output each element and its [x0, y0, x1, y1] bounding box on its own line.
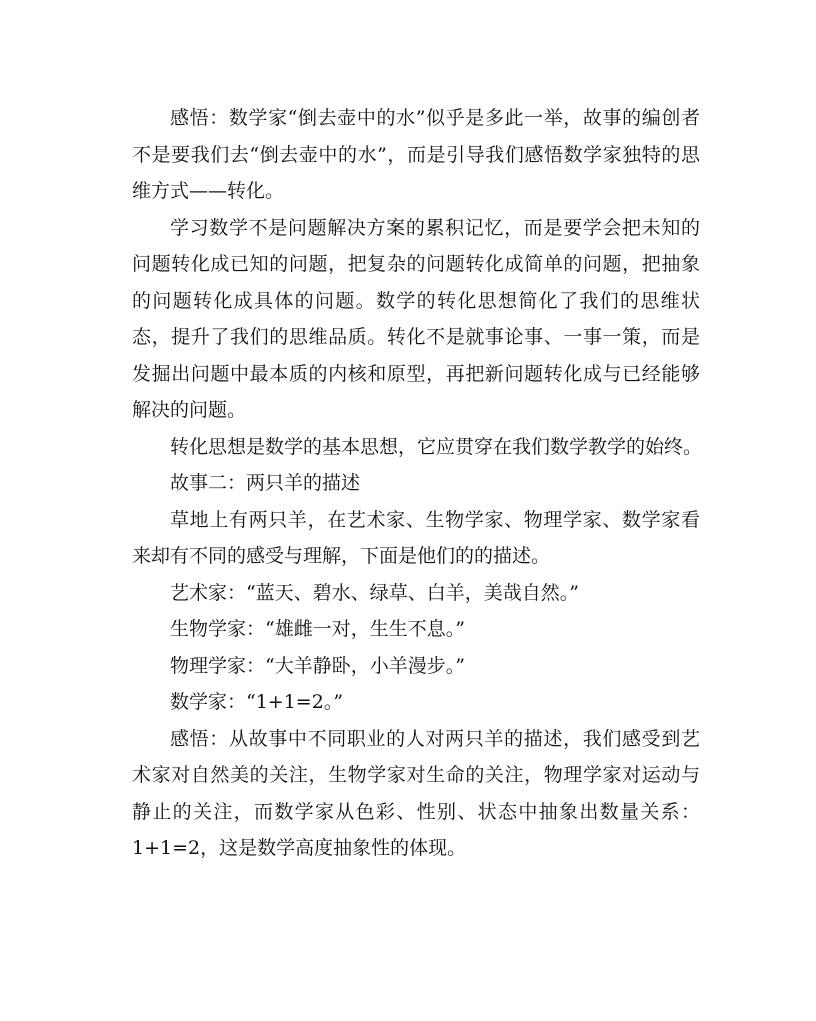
paragraph-two-sheep-intro: 草地上有两只羊，在艺术家、生物学家、物理学家、数学家看来却有不同的感受与理解，下面是他们的的描述。 [132, 508, 700, 567]
story-two-heading: 故事二：两只羊的描述 [170, 472, 361, 494]
paragraph-learning-math: 学习数学不是问题解决方案的累积记忆，而是要学会把未知的问题转化成已知的问题，把复杂的问题转化成简单的问题，把抽象的问题转化成具体的问题。数学的转化思想简化了我们的思维状态，提升了我们的思维品质。转化不是就事论事、一事一策，而是发掘出问题中最本质的内核和原型，再把新问题转化成与已经能够解决的问题。 [132, 216, 700, 421]
quote-biologist: 生物学家：“雄雌一对，生生不息。” [170, 618, 465, 640]
quote-artist: 艺术家：“蓝天、碧水、绿草、白羊，美哉自然。” [170, 581, 579, 604]
paragraph-insight-abstraction: 感悟：从故事中不同职业的人对两只羊的描述，我们感受到艺术家对自然美的关注，生物学家对生命的关注，物理学家对运动与静止的关注，而数学家从色彩、性别、状态中抽象出数量关系：1+1=2，这是数学高度抽象性的体现。 [132, 727, 700, 859]
quote-physicist: 物理学家：“大羊静卧，小羊漫步。” [170, 654, 465, 677]
document-body [132, 100, 703, 867]
quote-mathematician: 数学家：“1+1=2。” [170, 691, 344, 713]
paragraph-insight-transformation: 感悟：数学家“倒去壶中的水”似乎是多此一举，故事的编创者不是要我们去“倒去壶中的水”，而是引导我们感悟数学家独特的思维方式——转化。 [132, 107, 700, 202]
paragraph-transformation-idea: 转化思想是数学的基本思想，它应贯穿在我们数学教学的始终。 [170, 435, 703, 458]
